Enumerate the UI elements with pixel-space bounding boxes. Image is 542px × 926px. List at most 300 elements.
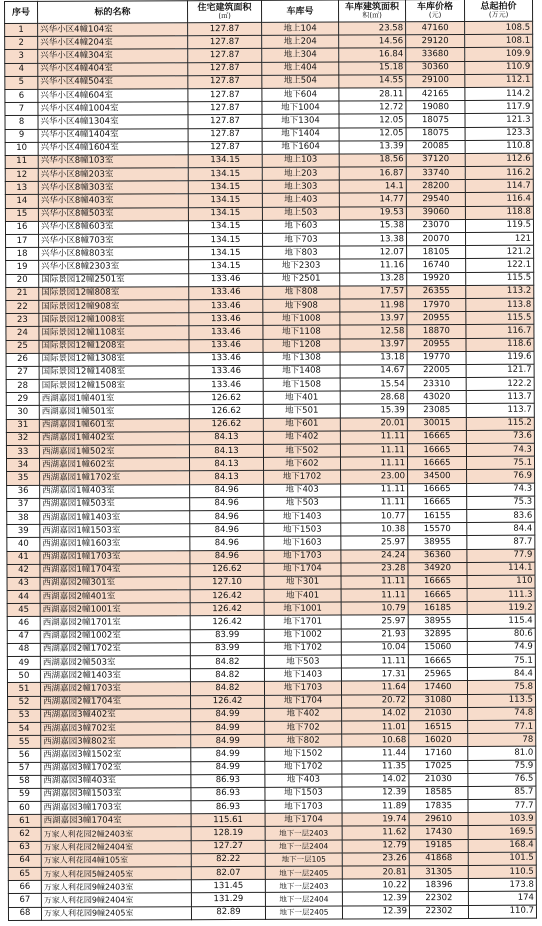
cell-name: 国际景园12幢1208室 [39, 339, 189, 353]
cell-price: 31080 [409, 694, 468, 707]
cell-garage-area: 25.97 [341, 615, 408, 628]
cell-seq: 24 [6, 327, 39, 340]
cell-house-area: 127.87 [188, 49, 262, 63]
cell-garage-area: 14.1 [339, 180, 406, 193]
cell-garage-area: 10.22 [342, 879, 409, 892]
cell-name: 国际景园12幢1308室 [39, 352, 189, 366]
cell-start-price: 84.4 [467, 522, 535, 535]
cell-garage-area: 20.01 [340, 417, 407, 430]
cell-price: 16665 [408, 483, 467, 496]
cell-name: 兴华小区4幢1404室 [38, 128, 188, 142]
cell-name: 西湖嘉园1幢1603室 [40, 537, 190, 551]
cell-house-area: 131.29 [191, 893, 265, 907]
cell-name: 西湖嘉园2幢1002室 [40, 629, 190, 643]
cell-garage: 地上304 [262, 48, 339, 62]
cell-house-area: 84.13 [189, 444, 263, 458]
cell-name: 兴华小区4幢604室 [38, 89, 188, 103]
cell-house-area: 134.15 [188, 181, 262, 195]
cell-house-area: 127.87 [188, 128, 262, 142]
cell-start-price: 114.2 [465, 87, 533, 100]
cell-garage-area: 10.79 [341, 602, 408, 615]
cell-garage: 地下1308 [263, 352, 340, 366]
cell-garage-area: 11.11 [340, 444, 407, 457]
cell-garage: 地下1208 [263, 339, 340, 353]
cell-garage: 地下603 [262, 220, 339, 234]
cell-house-area: 133.46 [189, 339, 263, 353]
cell-seq: 46 [7, 617, 40, 630]
cell-seq: 34 [6, 459, 39, 472]
cell-garage-area: 13.39 [339, 140, 406, 153]
cell-house-area: 127.87 [188, 141, 262, 155]
cell-seq: 39 [7, 524, 40, 537]
cell-name: 西湖嘉园1幢1703室 [40, 550, 190, 564]
cell-start-price: 83.6 [467, 509, 535, 522]
cell-start-price: 80.6 [467, 628, 535, 641]
cell-seq: 47 [7, 630, 40, 643]
cell-start-price: 110.7 [468, 905, 536, 918]
cell-house-area: 84.96 [190, 537, 264, 551]
cell-name: 西湖嘉园3幢1703室 [41, 801, 191, 815]
cell-garage: 地下1008 [263, 312, 340, 326]
cell-garage-area: 21.93 [341, 628, 408, 641]
cell-start-price: 74.8 [468, 707, 536, 720]
cell-garage: 地下403 [265, 774, 342, 788]
cell-price: 38955 [408, 615, 467, 628]
cell-garage: 地上104 [262, 22, 339, 36]
cell-price: 41868 [409, 852, 468, 865]
cell-garage: 地下一层2403 [265, 826, 342, 840]
cell-garage-area: 11.11 [341, 576, 408, 589]
cell-name: 国际景园12幢908室 [39, 300, 189, 314]
cell-garage: 地下402 [263, 431, 340, 445]
cell-price: 22005 [407, 364, 466, 377]
cell-seq: 6 [5, 89, 38, 102]
cell-garage: 地下一层2403 [265, 879, 342, 893]
cell-garage-area: 14.67 [340, 365, 407, 378]
cell-start-price: 119.2 [467, 601, 535, 614]
cell-start-price: 77.9 [467, 549, 535, 562]
cell-start-price: 110 [467, 575, 535, 588]
cell-house-area: 134.15 [189, 247, 263, 261]
cell-start-price: 75.9 [468, 760, 536, 773]
cell-seq: 64 [8, 854, 41, 867]
cell-house-area: 83.99 [190, 642, 264, 656]
cell-garage: 地下401 [264, 589, 341, 603]
cell-price: 16740 [407, 259, 466, 272]
cell-seq: 35 [7, 472, 40, 485]
cell-garage: 地下502 [263, 444, 340, 458]
cell-seq: 55 [8, 735, 41, 748]
cell-garage: 地下1703 [264, 550, 341, 564]
cell-garage-area: 12.39 [342, 892, 409, 905]
table-row [8, 905, 536, 920]
cell-seq: 48 [7, 643, 40, 656]
cell-name: 兴华小区4幢1004室 [38, 102, 188, 116]
cell-price: 18870 [407, 325, 466, 338]
cell-garage-area: 13.18 [340, 351, 407, 364]
cell-house-area: 84.82 [190, 682, 264, 696]
cell-price: 23070 [406, 219, 465, 232]
cell-seq: 21 [6, 287, 39, 300]
cell-start-price: 119.5 [465, 219, 533, 232]
cell-price: 29120 [406, 35, 465, 48]
header-garage: 车库号 [261, 0, 338, 22]
cell-start-price: 114.1 [467, 562, 535, 575]
cell-house-area: 134.15 [188, 167, 262, 181]
cell-garage: 地下1603 [264, 536, 341, 550]
cell-price: 16665 [408, 496, 467, 509]
cell-seq: 57 [8, 762, 41, 775]
cell-price: 16515 [409, 720, 468, 733]
cell-start-price: 108.5 [465, 21, 533, 34]
cell-price: 30360 [406, 61, 465, 74]
cell-seq: 31 [6, 419, 39, 432]
header-garage-area: 车库建筑面积 积(㎡) [338, 0, 405, 22]
cell-seq: 59 [8, 788, 41, 801]
cell-garage: 地下503 [264, 497, 341, 511]
cell-seq: 66 [8, 881, 41, 894]
cell-garage: 地下401 [263, 391, 340, 405]
cell-name: 兴华小区4幢204室 [38, 36, 188, 50]
cell-seq: 2 [5, 37, 38, 50]
cell-name: 国际景园12幢1108室 [39, 326, 189, 340]
cell-name: 西湖嘉园1幢1702室 [40, 471, 190, 485]
cell-start-price: 76.5 [468, 773, 536, 786]
cell-price: 15060 [408, 641, 467, 654]
cell-house-area: 127.87 [188, 115, 262, 129]
cell-start-price: 81.0 [468, 746, 536, 759]
cell-house-area: 84.13 [190, 471, 264, 485]
cell-garage: 地下703 [263, 233, 340, 247]
cell-price: 26355 [407, 285, 466, 298]
cell-garage-area: 13.38 [340, 233, 407, 246]
cell-name: 西湖嘉园1幢403室 [40, 484, 190, 498]
cell-garage-area: 12.05 [339, 127, 406, 140]
cell-seq: 20 [6, 274, 39, 287]
cell-price: 47160 [406, 21, 465, 34]
cell-name: 西湖嘉园1幢502室 [39, 445, 189, 459]
cell-garage: 地下1702 [264, 642, 341, 656]
cell-garage: 地下1403 [264, 510, 341, 524]
cell-garage: 地下1304 [262, 114, 339, 128]
cell-garage: 地下1604 [262, 141, 339, 155]
cell-garage-area: 12.07 [340, 246, 407, 259]
cell-price: 16665 [408, 654, 467, 667]
cell-garage-area: 15.39 [340, 404, 407, 417]
cell-seq: 65 [8, 867, 41, 880]
cell-garage-area: 11.11 [341, 589, 408, 602]
cell-house-area: 126.62 [189, 405, 263, 419]
cell-seq: 19 [6, 261, 39, 274]
cell-start-price: 116.7 [466, 325, 534, 338]
cell-garage: 地上404 [262, 62, 339, 76]
cell-price: 18585 [409, 786, 468, 799]
cell-garage-area: 28.68 [340, 391, 407, 404]
cell-seq: 28 [6, 379, 39, 392]
cell-garage: 地下1404 [262, 128, 339, 142]
cell-seq: 67 [8, 894, 41, 907]
cell-price: 31305 [409, 865, 468, 878]
cell-start-price: 174 [468, 892, 536, 905]
cell-seq: 26 [6, 353, 39, 366]
cell-name: 西湖嘉园1幢503室 [40, 497, 190, 511]
cell-garage-area: 14.02 [342, 707, 409, 720]
cell-garage-area: 19.74 [342, 813, 409, 826]
cell-seq: 3 [5, 50, 38, 63]
cell-start-price: 108.1 [465, 34, 533, 47]
cell-name: 西湖嘉园2幢1001室 [40, 603, 190, 617]
cell-seq: 4 [5, 63, 38, 76]
cell-price: 34920 [408, 562, 467, 575]
cell-seq: 37 [7, 498, 40, 511]
cell-name: 兴华小区8幢503室 [38, 207, 188, 221]
cell-seq: 12 [5, 168, 38, 181]
cell-garage: 地上504 [262, 75, 339, 89]
cell-garage-area: 16.87 [339, 167, 406, 180]
cell-garage: 地下2303 [263, 259, 340, 273]
cell-garage: 地下503 [264, 655, 341, 669]
cell-name: 西湖嘉园1幢402室 [39, 432, 189, 446]
cell-house-area: 126.62 [189, 418, 263, 432]
cell-garage-area: 23.58 [339, 22, 406, 35]
cell-garage-area: 20.72 [342, 694, 409, 707]
cell-name: 西湖嘉园3幢403室 [41, 774, 191, 788]
cell-start-price: 74.3 [467, 483, 535, 496]
cell-seq: 42 [7, 564, 40, 577]
cell-seq: 45 [7, 604, 40, 617]
cell-name: 万家人利花园2幢2404室 [41, 840, 191, 854]
cell-seq: 16 [5, 221, 38, 234]
cell-garage: 地下808 [263, 286, 340, 300]
cell-house-area: 134.15 [188, 207, 262, 221]
cell-price: 19920 [407, 272, 466, 285]
cell-house-area: 126.42 [191, 695, 265, 709]
cell-garage-area: 17.57 [340, 285, 407, 298]
cell-price: 16665 [407, 443, 466, 456]
cell-price: 16155 [408, 509, 467, 522]
cell-garage: 地上203 [262, 167, 339, 181]
cell-garage: 地下1508 [263, 378, 340, 392]
cell-seq: 10 [5, 142, 38, 155]
cell-price: 22302 [409, 892, 468, 905]
cell-house-area: 133.46 [189, 352, 263, 366]
cell-name: 西湖嘉园2幢401室 [40, 590, 190, 604]
cell-price: 21030 [409, 707, 468, 720]
cell-name: 西湖嘉园3幢1502室 [41, 748, 191, 762]
cell-garage-area: 17.31 [341, 668, 408, 681]
cell-start-price: 112.6 [465, 153, 533, 166]
cell-house-area: 133.46 [189, 378, 263, 392]
cell-garage: 地下1703 [264, 681, 341, 695]
cell-name: 国际景园12幢808室 [39, 286, 189, 300]
cell-house-area: 133.46 [189, 299, 263, 313]
cell-garage: 地下402 [265, 708, 342, 722]
cell-seq: 7 [5, 102, 38, 115]
cell-house-area: 126.42 [190, 603, 264, 617]
cell-seq: 62 [8, 828, 41, 841]
cell-start-price: 119.6 [466, 351, 534, 364]
cell-garage-area: 13.97 [340, 338, 407, 351]
cell-seq: 9 [5, 129, 38, 142]
cell-garage: 地下501 [263, 404, 340, 418]
cell-price: 43020 [407, 391, 466, 404]
cell-house-area: 83.99 [190, 629, 264, 643]
cell-price: 15570 [408, 523, 467, 536]
cell-garage: 地下301 [264, 576, 341, 590]
cell-name: 兴华小区8幢303室 [38, 181, 188, 195]
cell-start-price: 122.2 [466, 377, 534, 390]
cell-garage-area: 11.44 [342, 747, 409, 760]
cell-price: 17025 [409, 760, 468, 773]
cell-house-area: 84.99 [191, 748, 265, 762]
cell-price: 37120 [406, 153, 465, 166]
cell-house-area: 84.13 [189, 431, 263, 445]
cell-garage: 地下1004 [262, 101, 339, 115]
cell-start-price: 74.9 [467, 641, 535, 654]
cell-price: 39060 [406, 206, 465, 219]
cell-garage-area: 23.00 [341, 470, 408, 483]
cell-garage: 地上303 [262, 180, 339, 194]
cell-name: 西湖嘉园3幢802室 [41, 735, 191, 749]
cell-garage: 地下702 [265, 721, 342, 735]
cell-seq: 44 [7, 590, 40, 603]
cell-garage: 地下604 [262, 88, 339, 102]
cell-name: 西湖嘉园1幢1704室 [40, 563, 190, 577]
cell-start-price: 116.2 [465, 166, 533, 179]
cell-seq: 8 [5, 116, 38, 129]
cell-garage: 地下1403 [264, 668, 341, 682]
cell-seq: 53 [8, 709, 41, 722]
cell-start-price: 77.1 [468, 720, 536, 733]
cell-garage-area: 12.72 [339, 101, 406, 114]
cell-start-price: 115.2 [466, 417, 534, 430]
cell-price: 30015 [407, 417, 466, 430]
cell-seq: 60 [8, 801, 41, 814]
cell-name: 兴华小区8幢703室 [39, 234, 189, 248]
cell-garage: 地下1702 [264, 470, 341, 484]
cell-start-price: 118.6 [466, 338, 534, 351]
cell-start-price: 113.8 [466, 298, 534, 311]
cell-start-price: 110.8 [465, 140, 533, 153]
cell-house-area: 133.46 [189, 365, 263, 379]
cell-house-area: 84.82 [190, 655, 264, 669]
cell-start-price: 76.9 [467, 470, 535, 483]
cell-garage: 地下1503 [264, 523, 341, 537]
cell-name: 万家人利花园4幢105室 [41, 854, 191, 868]
cell-garage: 地下803 [263, 246, 340, 260]
cell-name: 西湖嘉园3幢702室 [41, 722, 191, 736]
cell-seq: 61 [8, 815, 41, 828]
cell-seq: 29 [6, 393, 39, 406]
cell-start-price: 73.6 [466, 430, 534, 443]
cell-seq: 68 [8, 907, 41, 920]
cell-name: 西湖嘉园1幢1503室 [40, 524, 190, 538]
cell-name: 兴华小区4幢304室 [38, 49, 188, 63]
cell-garage-area: 18.56 [339, 154, 406, 167]
header-name: 标的名称 [38, 1, 188, 24]
cell-house-area: 86.93 [191, 800, 265, 814]
cell-house-area: 134.15 [189, 233, 263, 247]
cell-price: 20070 [407, 232, 466, 245]
cell-price: 19185 [409, 839, 468, 852]
cell-price: 17970 [407, 298, 466, 311]
cell-garage: 地上503 [262, 207, 339, 221]
cell-garage-area: 14.77 [339, 193, 406, 206]
cell-house-area: 127.87 [188, 88, 262, 102]
cell-seq: 36 [7, 485, 40, 498]
cell-house-area: 82.89 [191, 906, 265, 920]
cell-start-price: 169.5 [468, 826, 536, 839]
cell-seq: 52 [8, 696, 41, 709]
cell-start-price: 75.1 [467, 654, 535, 667]
cell-price: 33740 [406, 167, 465, 180]
cell-house-area: 82.22 [191, 853, 265, 867]
cell-garage: 地下一层2405 [265, 906, 342, 920]
cell-house-area: 84.96 [190, 523, 264, 537]
cell-seq: 50 [7, 670, 40, 683]
cell-seq: 27 [6, 366, 39, 379]
header-seq: 序号 [5, 1, 38, 23]
cell-garage-area: 11.11 [340, 431, 407, 444]
cell-name: 西湖嘉园1幢601室 [39, 418, 189, 432]
cell-seq: 25 [6, 340, 39, 353]
cell-garage: 地下1002 [264, 629, 341, 643]
cell-house-area: 128.19 [191, 827, 265, 841]
cell-house-area: 84.99 [191, 708, 265, 722]
cell-house-area: 127.10 [190, 576, 264, 590]
cell-price: 32895 [408, 628, 467, 641]
cell-garage: 地下403 [264, 484, 341, 498]
cell-seq: 43 [7, 577, 40, 590]
cell-name: 兴华小区8幢103室 [38, 155, 188, 169]
cell-house-area: 84.96 [190, 484, 264, 498]
cell-price: 23085 [407, 404, 466, 417]
cell-garage-area: 13.97 [340, 312, 407, 325]
cell-garage: 地下一层2404 [265, 892, 342, 906]
cell-price: 42165 [406, 87, 465, 100]
cell-garage: 地下802 [265, 734, 342, 748]
cell-seq: 49 [7, 656, 40, 669]
cell-price: 29540 [406, 193, 465, 206]
cell-price: 34500 [408, 470, 467, 483]
cell-garage-area: 14.02 [342, 773, 409, 786]
cell-seq: 33 [6, 445, 39, 458]
table-body [5, 21, 537, 920]
cell-seq: 56 [8, 749, 41, 762]
cell-garage-area: 11.16 [340, 259, 407, 272]
cell-garage-area: 14.55 [339, 74, 406, 87]
cell-garage-area: 20.81 [342, 866, 409, 879]
cell-start-price: 121.7 [466, 364, 534, 377]
cell-name: 兴华小区4幢1604室 [38, 141, 188, 155]
cell-price: 29610 [409, 813, 468, 826]
cell-garage-area: 15.54 [340, 378, 407, 391]
cell-name: 兴华小区8幢403室 [38, 194, 188, 208]
cell-house-area: 126.62 [189, 392, 263, 406]
cell-garage: 地下1704 [265, 695, 342, 709]
cell-start-price: 112.1 [465, 74, 533, 87]
cell-garage-area: 11.11 [341, 496, 408, 509]
cell-house-area: 127.27 [191, 840, 265, 854]
cell-garage-area: 14.56 [339, 35, 406, 48]
cell-start-price: 114.7 [465, 179, 533, 192]
cell-garage-area: 11.35 [342, 760, 409, 773]
cell-house-area: 134.15 [188, 194, 262, 208]
cell-start-price: 77.7 [468, 799, 536, 812]
cell-name: 兴华小区4幢104室 [38, 23, 188, 37]
cell-house-area: 84.82 [190, 669, 264, 683]
cell-start-price: 113.2 [466, 285, 534, 298]
